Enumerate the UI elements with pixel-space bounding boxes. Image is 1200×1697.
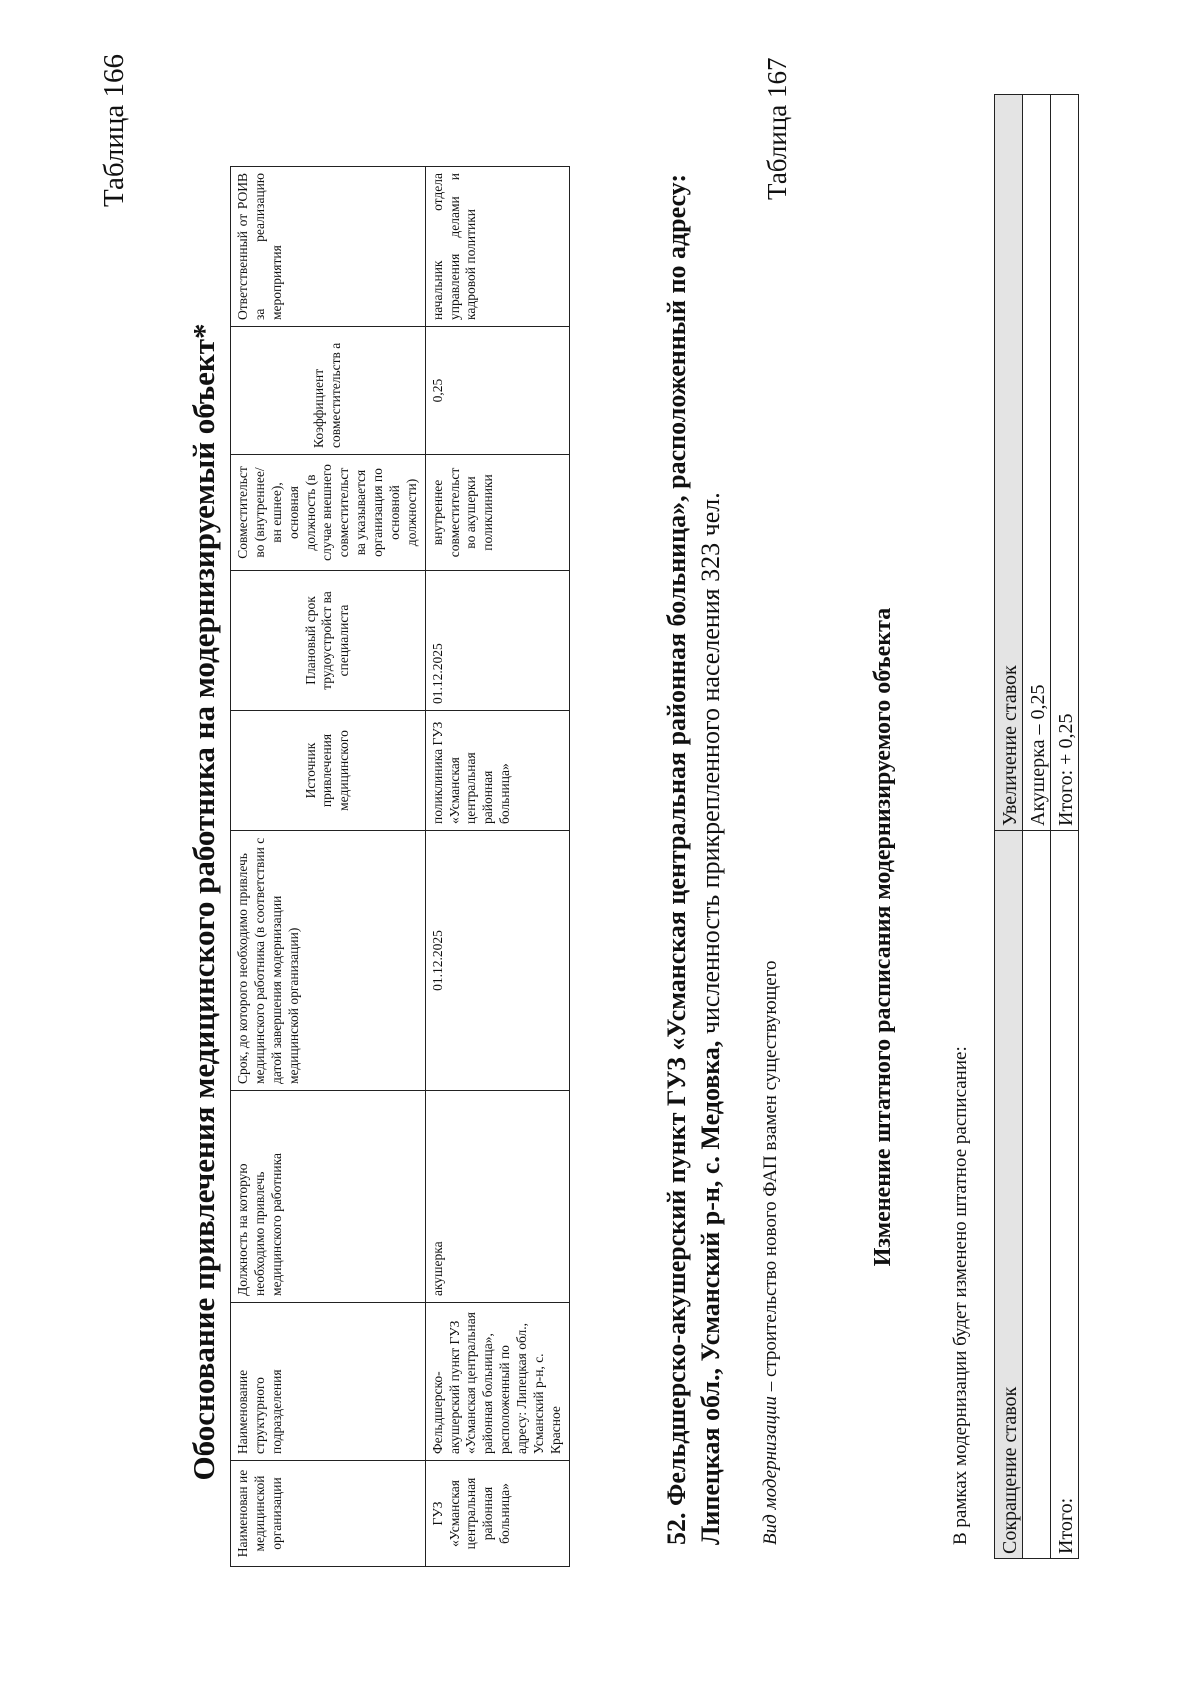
table-167-header-row [995,95,1023,1559]
modernization-type [760,960,782,1545]
header-cell: Срок, до которого необходимо привлечь медицинского работника (в соответствии с датой завершения модернизации медицинской организации) [231,831,426,1091]
modernization-type-label: Вид модернизации [760,1396,781,1545]
table-166 [230,166,570,1567]
table-cell [1023,831,1051,1559]
header-cell: Коэффициент совместительств а [231,327,426,455]
modernization-type-text: – строительство нового ФАП взамен существующего [760,960,781,1397]
table-cell: 01.12.2025 [425,571,569,711]
header-cell: Плановый срок трудоустройст ва специалиста [231,571,426,711]
table-167-title: Изменение штатного расписания модернизируемого объекта [870,607,896,1267]
table-cell: Акушерка – 0,25 [1023,95,1051,831]
table-167 [994,94,1079,1559]
header-cell: Наименован ие медицинской организации [231,1461,426,1567]
table-cell: поликлиника ГУЗ «Усманская центральная районная больница» [425,711,569,831]
section-52-heading [660,125,729,1545]
table-row [1023,95,1051,1559]
table-cell: 0,25 [425,327,569,455]
section-52-heading-bold: 52. Фельдшерско-акушерский пункт ГУЗ «Усманская центральная районная больница», расположенный по адресу: Липецкая обл., Усманский р-н, с. Медовка, [662,174,726,1545]
table-cell: 01.12.2025 [425,831,569,1091]
table-row [1051,95,1079,1559]
table-row [425,167,569,1567]
table-cell: Итого: [1051,831,1079,1559]
table-167-caption: Таблица 167 [762,57,792,200]
table-cell: ГУЗ «Усманская центральная районная больница» [425,1461,569,1567]
header-cell: Должность на которую необходимо привлечь медицинского работника [231,1091,426,1303]
header-cell: Сокращение ставок [995,831,1023,1559]
section-52-heading-rest: численность прикрепленного населения 323 чел. [696,492,726,1041]
table-cell: акушерка [425,1091,569,1303]
table-cell: внутреннее совместительст во акушерки поликлиники [425,455,569,571]
table-cell: Фельдшерско-акушерский пункт ГУЗ «Усманская центральная районная больница», расположенный по адресу: Липецкая обл., Усманский р-н, с. Красное [425,1303,569,1461]
table-cell: Итого: + 0,25 [1051,95,1079,831]
table-166-header-row [231,167,426,1567]
header-cell: Совместительст во (внутреннее/вн ешнее), основная должность (в случае внешнего совместительст ва указывается организация по основной должности) [231,455,426,571]
header-cell: Увеличение ставок [995,95,1023,831]
header-cell: Наименование структурного подразделения [231,1303,426,1461]
table-cell: начальник отдела управления делами и кадровой политики [425,167,569,327]
header-cell: Ответственный от РОИВ за реализацию мероприятия [231,167,426,327]
staffing-intro: В рамках модернизации будет изменено штатное расписание: [950,1046,971,1545]
header-cell: Источник привлечения медицинского [231,711,426,831]
table-166-title: Обоснование привлечения медицинского работника на модернизируемый объект* [186,323,221,1481]
table-166-caption: Таблица 166 [98,53,130,207]
